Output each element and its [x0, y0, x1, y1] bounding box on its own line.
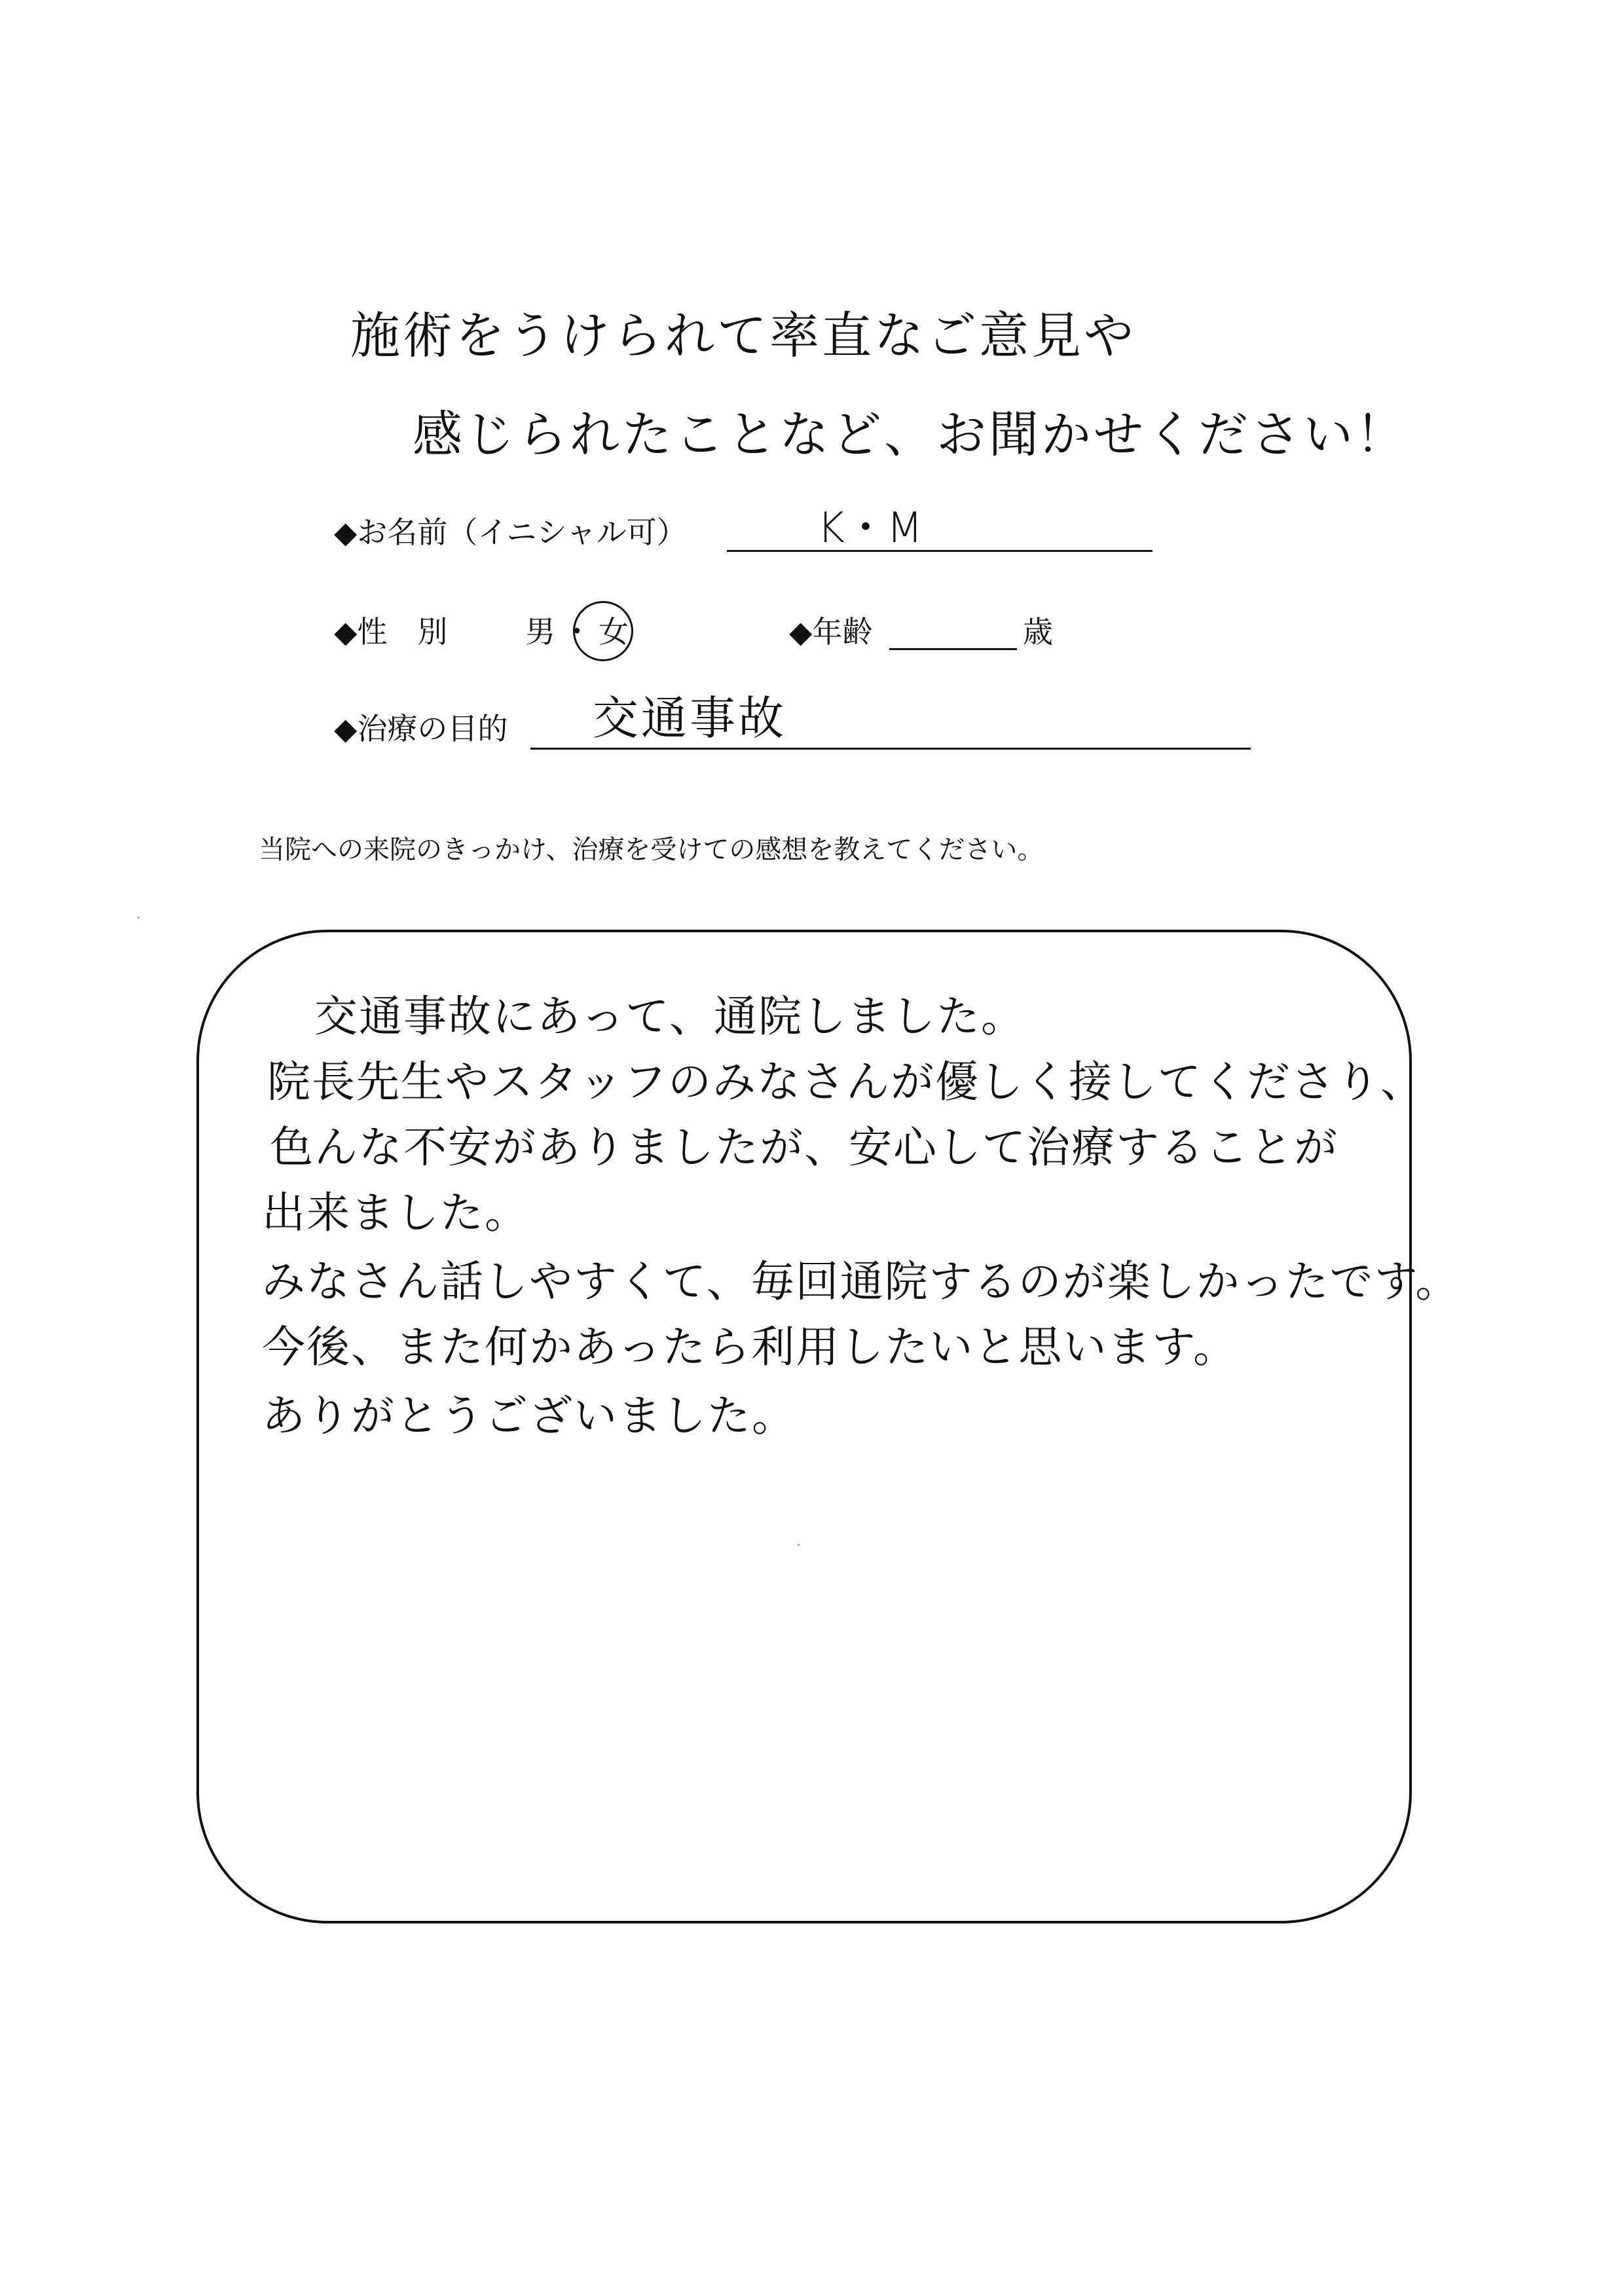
comment-line-4: 出来ました。: [262, 1188, 529, 1238]
purpose-underline: [530, 748, 1251, 750]
gender-label: ◆性 別: [334, 614, 448, 649]
comment-line-5: みなさん話しやすくて、毎回通院するのが楽しかったです。: [262, 1256, 1460, 1307]
gender-options: 男・女: [525, 614, 635, 649]
purpose-value: 交通事故: [593, 691, 786, 745]
comment-prompt: 当院への来院のきっかけ、治療を受けての感想を教えてください。: [259, 835, 1044, 865]
comment-line-7: ありがとうございました。: [262, 1391, 796, 1441]
heading-line-1: 施術をうけられて率直なご意見や: [350, 306, 1136, 365]
name-underline: [727, 550, 1153, 552]
gender-selected-circle: [573, 601, 633, 661]
name-label: ◆お名前（イニシャル可）: [334, 515, 687, 550]
scan-speck: [798, 1544, 800, 1546]
age-underline: [889, 648, 1017, 650]
comment-line-6: 今後、また何かあったら利用したいと思います。: [262, 1322, 1238, 1372]
purpose-label: ◆治療の目的: [334, 711, 508, 746]
age-label: ◆年齢: [789, 614, 873, 649]
comment-line-3: 色んな不安がありましたが、安心して治療することが: [270, 1122, 1338, 1173]
scan-speck: [138, 917, 139, 919]
name-value: K・M: [817, 504, 923, 553]
heading-line-2: 感じられたことなど、お聞かせください！: [413, 405, 1408, 464]
comment-line-1: 交通事故にあって、通院しました。: [314, 991, 1026, 1042]
comment-line-2: 院長先生やスタッフのみなさんが優しく接してくださり、: [267, 1057, 1425, 1107]
age-unit: 歳: [1023, 614, 1053, 649]
